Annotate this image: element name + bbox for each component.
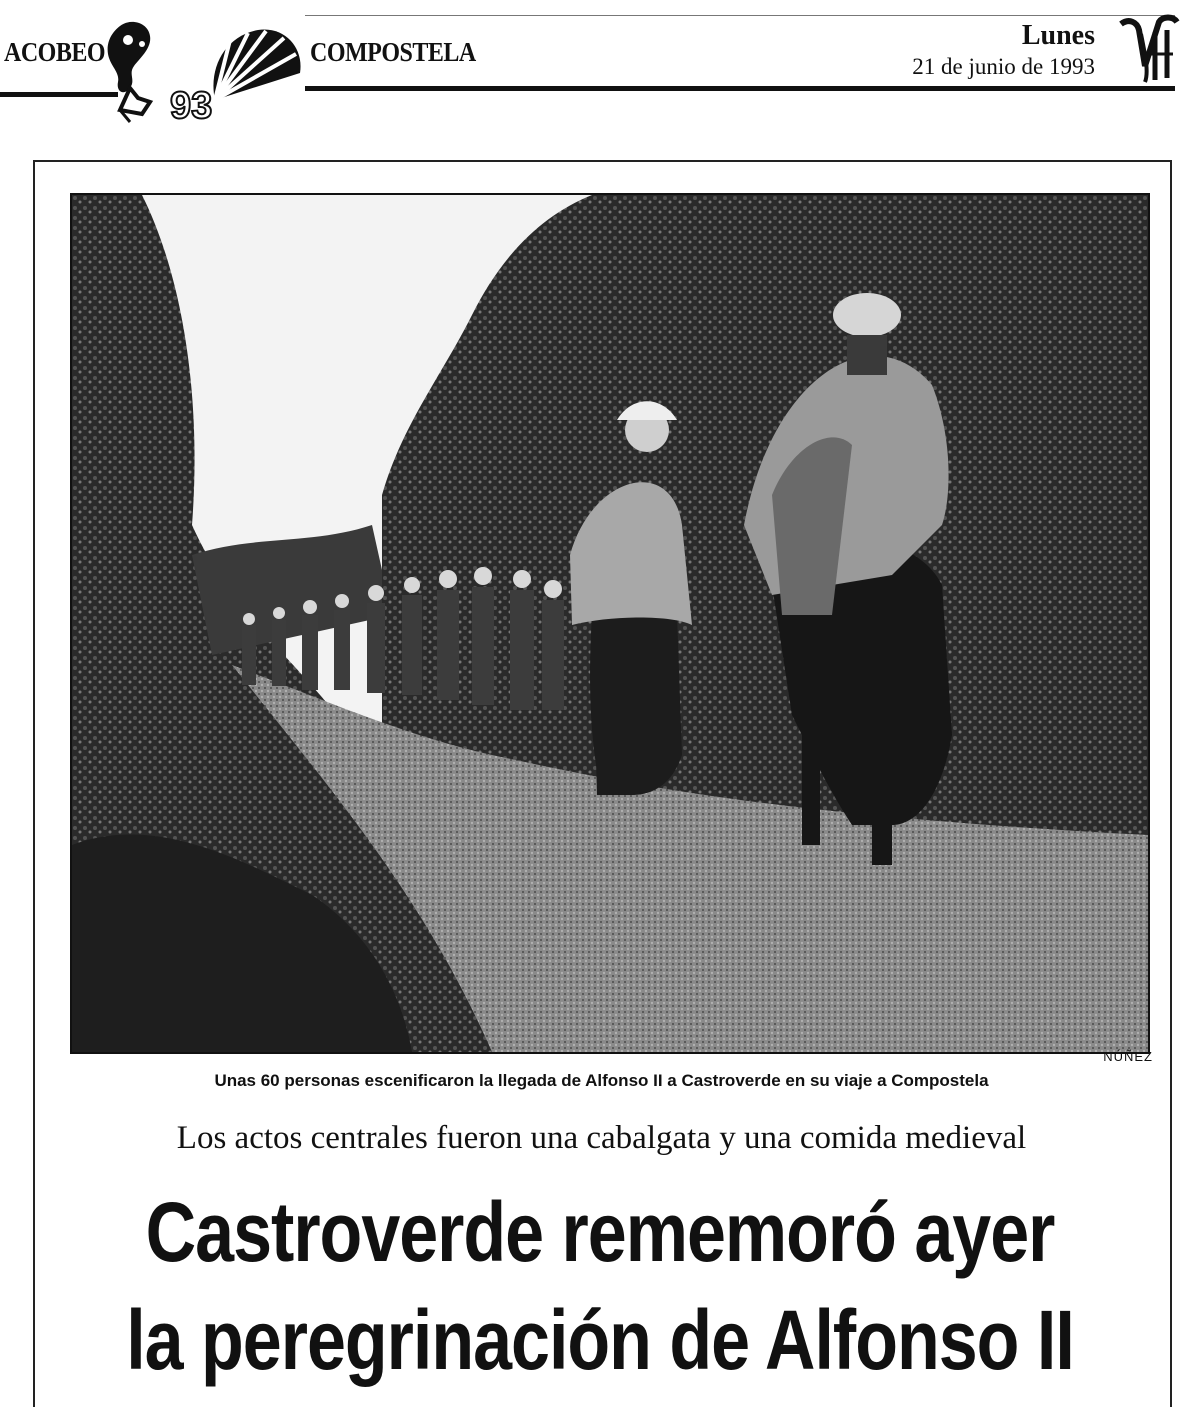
newspaper-masthead-logo [1115, 14, 1181, 86]
header-thin-rule [305, 15, 1175, 16]
page-header [0, 0, 1203, 130]
pilgrimage-photo-illustration [72, 195, 1148, 1052]
article-kicker: Los actos centrales fueron una cabalgata y una comida medieval [176, 1120, 1027, 1156]
photo-credit: NÚÑEZ [1103, 1049, 1153, 1064]
issue-day: Lunes [1021, 20, 1095, 51]
issue-date: 21 de junio de 1993 [912, 54, 1095, 79]
header-rule-right [305, 86, 1175, 91]
article-photo [70, 193, 1150, 1054]
logo-number: 93 [170, 85, 213, 127]
headline-line-1: Castroverde rememoró ayer [145, 1185, 1055, 1279]
section-name-right: COMPOSTELA [310, 37, 476, 68]
headline-line-2: la peregrinación de Alfonso II [126, 1293, 1074, 1387]
xacobeo-93-logo [90, 18, 305, 128]
photo-caption: Unas 60 personas escenificaron la llegada de Alfonso II a Castroverde en su viaje a Compostela [214, 1071, 989, 1090]
section-name-left: ACOBEO [4, 37, 106, 68]
article-headline [40, 1178, 1160, 1394]
